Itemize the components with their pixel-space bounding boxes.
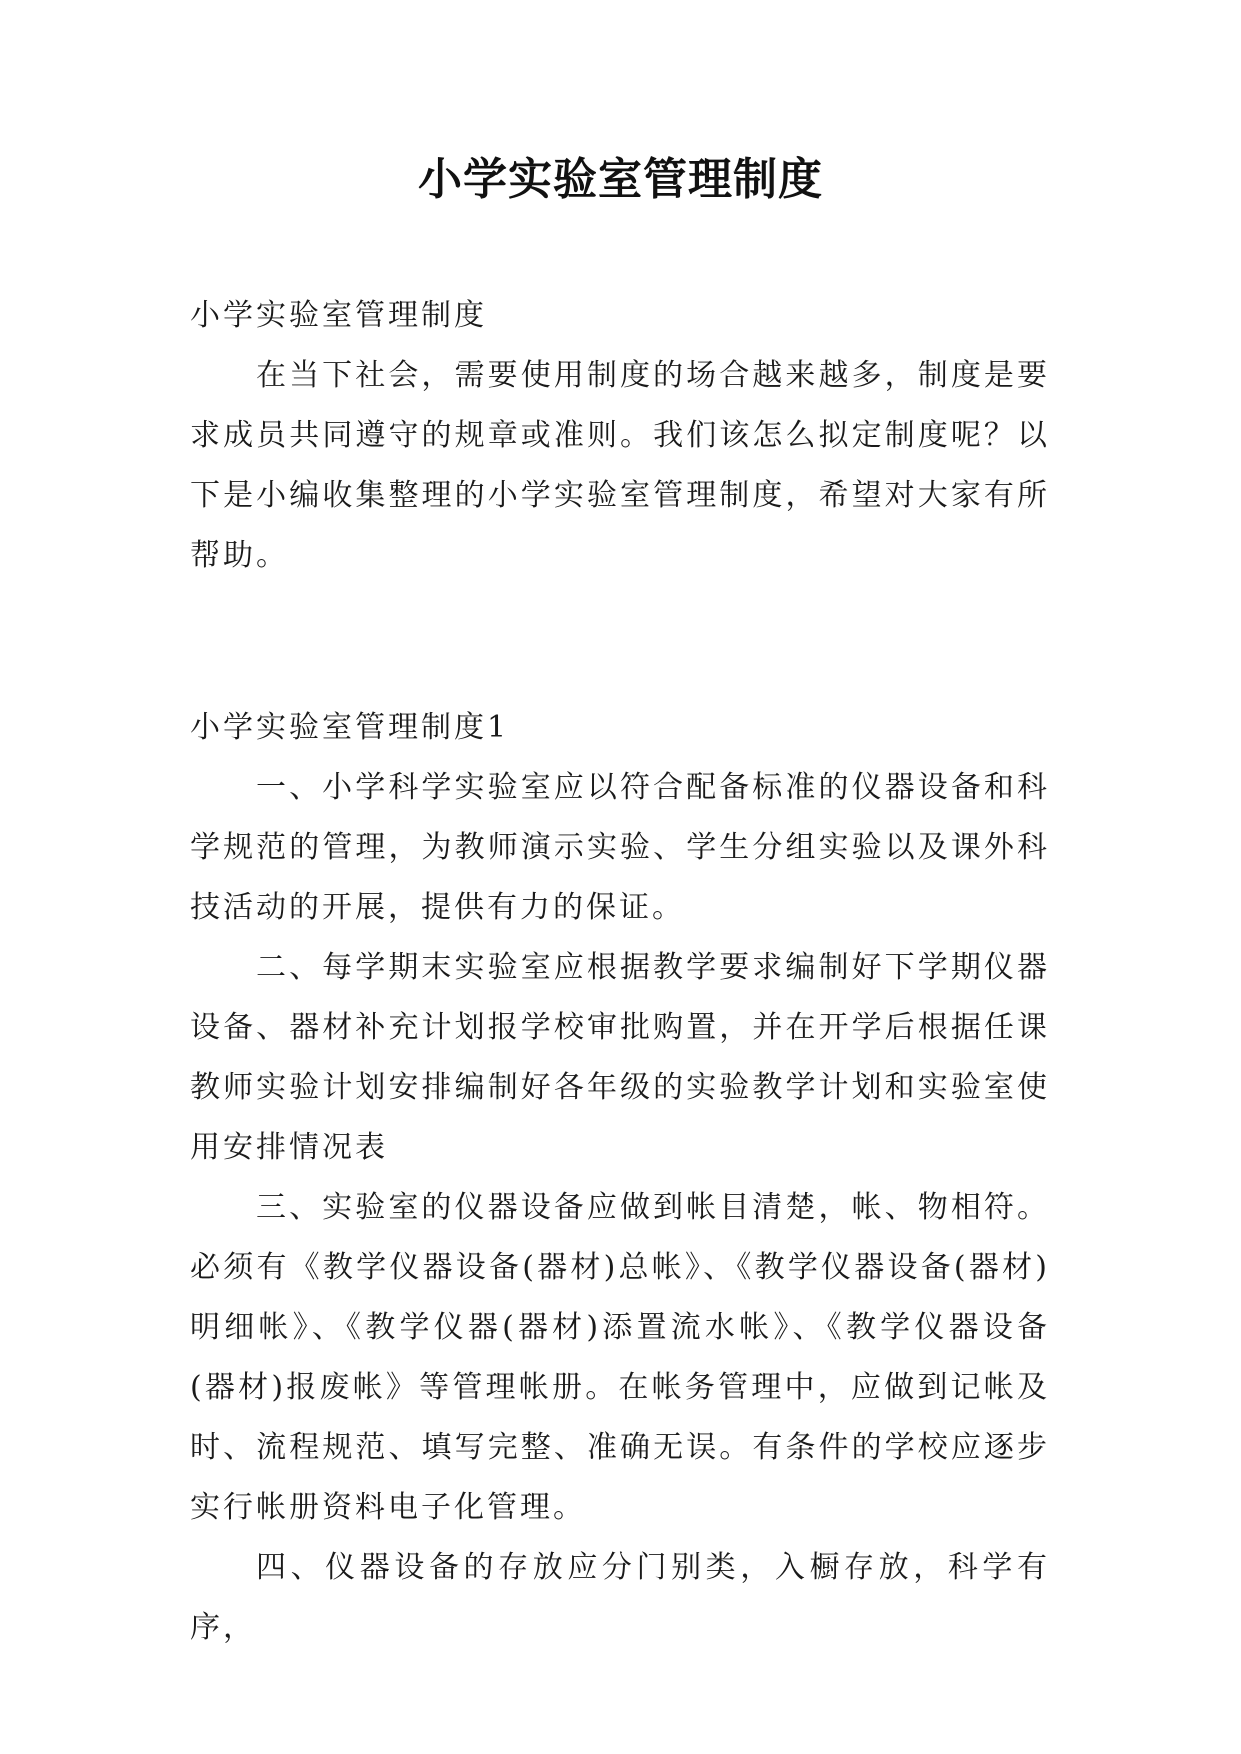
section-paragraph-1: 一、小学科学实验室应以符合配备标准的仪器设备和科学规范的管理，为教师演示实验、学生分组实验以及课外科技活动的开展，提供有力的保证。: [190, 770, 1050, 925]
intro-heading: 小学实验室管理制度: [190, 298, 487, 333]
section-spacer: [190, 586, 1050, 698]
document-body: [190, 286, 1050, 1658]
section-heading: 小学实验室管理制度1: [190, 710, 510, 745]
section-paragraph-2: 二、每学期末实验室应根据教学要求编制好下学期仪器设备、器材补充计划报学校审批购置，并在开学后根据任课教师实验计划安排编制好各年级的实验教学计划和实验室使用安排情况表: [190, 950, 1050, 1165]
section-paragraph-4: 四、仪器设备的存放应分门别类，入橱存放，科学有序，: [190, 1550, 1050, 1645]
document-title: 小学实验室管理制度: [418, 154, 823, 205]
section-paragraph-3: 三、实验室的仪器设备应做到帐目清楚，帐、物相符。必须有《教学仪器设备(器材)总帐》、《教学仪器设备(器材)明细帐》、《教学仪器(器材)添置流水帐》、《教学仪器设备(器材)报废帐》等管理帐册。在帐务管理中，应做到记帐及时、流程规范、填写完整、准确无误。有条件的学校应逐步实行帐册资料电子化管理。: [190, 1190, 1050, 1525]
intro-paragraph: 在当下社会，需要使用制度的场合越来越多，制度是要求成员共同遵守的规章或准则。我们该怎么拟定制度呢？以下是小编收集整理的小学实验室管理制度，希望对大家有所帮助。: [190, 358, 1050, 573]
